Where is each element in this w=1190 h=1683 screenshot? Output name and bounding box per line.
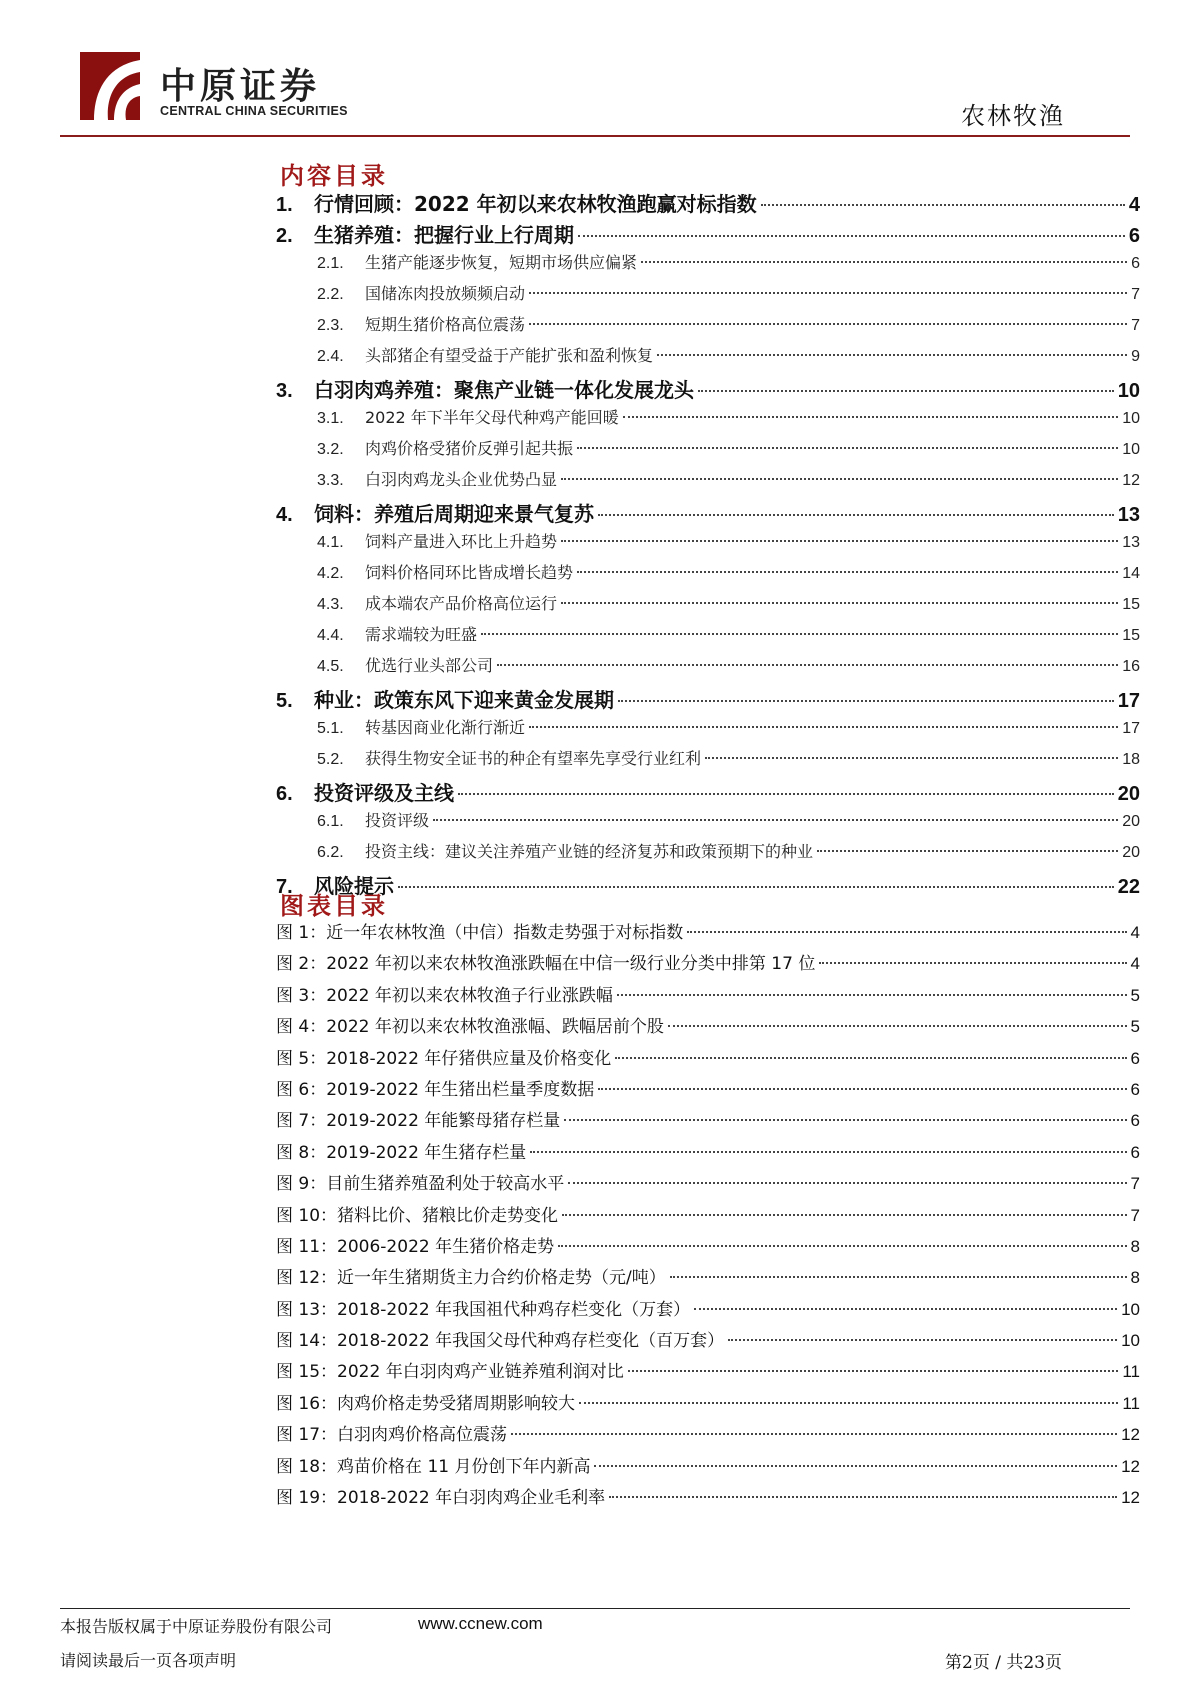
figures-title: 图表目录 <box>280 892 388 920</box>
figure-entry[interactable] <box>276 1420 1140 1451</box>
toc-page-number: 7 <box>1131 317 1140 334</box>
toc-dot-leader <box>598 1088 1126 1090</box>
toc-subsection-title: 转基因商业化渐行渐近 <box>365 718 526 737</box>
toc-section-title: 饲料：养殖后周期迎来景气复苏 <box>314 502 594 526</box>
toc-page-number: 20 <box>1117 783 1140 805</box>
toc-subsection[interactable] <box>276 746 1140 777</box>
figure-page-number: 6 <box>1130 1142 1140 1162</box>
figure-entry[interactable] <box>276 1044 1140 1075</box>
toc-dot-leader <box>618 700 1114 702</box>
toc-subsection[interactable] <box>276 591 1140 622</box>
figure-page-number: 10 <box>1121 1331 1140 1351</box>
disclaimer-note: 请阅读最后一页各项声明 <box>60 1651 237 1670</box>
figure-entry[interactable] <box>276 1232 1140 1263</box>
toc-subsection[interactable] <box>276 250 1140 281</box>
contents-list <box>276 188 1140 901</box>
toc-subsection-number: 3.1. <box>317 410 344 427</box>
toc-subsection-number: 2.2. <box>317 286 344 303</box>
toc-dot-leader <box>562 1214 1126 1216</box>
contents-title: 内容目录 <box>280 162 388 190</box>
figure-page-number: 7 <box>1130 1205 1140 1225</box>
figure-page-number: 12 <box>1121 1456 1140 1476</box>
toc-subsection-number: 4.5. <box>317 658 344 675</box>
figure-label: 图 4：2022 年初以来农林牧渔涨幅、跌幅居前个股 <box>276 1017 664 1038</box>
figure-page-number: 10 <box>1121 1299 1140 1319</box>
figure-label: 图 15：2022 年白羽肉鸡产业链养殖利润对比 <box>276 1362 624 1383</box>
figure-label: 图 12：近一年生猪期货主力合约价格走势（元/吨） <box>276 1268 666 1289</box>
toc-dot-leader <box>481 633 1118 635</box>
toc-dot-leader <box>728 1339 1117 1341</box>
figure-page-number: 6 <box>1130 1048 1140 1068</box>
toc-page-number: 16 <box>1122 658 1140 675</box>
figure-page-number: 8 <box>1130 1268 1140 1288</box>
toc-page-number: 18 <box>1122 751 1140 768</box>
toc-subsection[interactable] <box>276 343 1140 374</box>
toc-subsection-number: 4.2. <box>317 565 344 582</box>
toc-dot-leader <box>628 1370 1119 1372</box>
toc-dot-leader <box>529 726 1118 728</box>
toc-subsection[interactable] <box>276 405 1140 436</box>
toc-dot-leader <box>529 323 1127 325</box>
figure-label: 图 9：目前生猪养殖盈利处于较高水平 <box>276 1174 565 1195</box>
toc-page-number: 10 <box>1117 380 1140 402</box>
toc-subsection[interactable] <box>276 436 1140 467</box>
figure-entry[interactable] <box>276 1263 1140 1294</box>
toc-subsection-number: 4.3. <box>317 596 344 613</box>
figure-entry[interactable] <box>276 981 1140 1012</box>
figure-label: 图 3：2022 年初以来农林牧渔子行业涨跌幅 <box>276 985 613 1006</box>
toc-subsection-number: 5.1. <box>317 720 344 737</box>
figures-list <box>276 918 1140 1514</box>
figure-page-number: 4 <box>1130 954 1140 974</box>
toc-subsection-title: 饲料产量进入环比上升趋势 <box>365 532 558 551</box>
toc-dot-leader <box>529 292 1127 294</box>
toc-section[interactable] <box>276 219 1140 250</box>
toc-dot-leader <box>609 1496 1117 1498</box>
toc-subsection[interactable] <box>276 715 1140 746</box>
toc-dot-leader <box>617 994 1127 996</box>
toc-subsection-title: 投资评级 <box>365 811 430 830</box>
toc-dot-leader <box>577 447 1118 449</box>
figure-entry[interactable] <box>276 949 1140 980</box>
toc-dot-leader <box>530 1151 1126 1153</box>
figure-label: 图 7：2019-2022 年能繁母猪存栏量 <box>276 1111 561 1132</box>
toc-page-number: 14 <box>1122 565 1140 582</box>
toc-dot-leader <box>641 261 1127 263</box>
toc-dot-leader <box>578 235 1125 237</box>
toc-section[interactable] <box>276 188 1140 219</box>
figure-page-number: 12 <box>1121 1488 1140 1508</box>
toc-dot-leader <box>558 1245 1126 1247</box>
figure-entry[interactable] <box>276 1326 1140 1357</box>
toc-section-number: 3. <box>276 380 293 402</box>
toc-section-number: 5. <box>276 690 293 712</box>
toc-dot-leader <box>817 850 1118 852</box>
toc-subsection-number: 5.2. <box>317 751 344 768</box>
toc-section[interactable] <box>276 374 1140 405</box>
toc-page-number: 4 <box>1128 194 1140 216</box>
figure-label: 图 17：白羽肉鸡价格高位震荡 <box>276 1425 508 1446</box>
toc-page-number: 10 <box>1122 410 1140 427</box>
toc-page-number: 13 <box>1117 504 1140 526</box>
toc-page-number: 6 <box>1128 225 1140 247</box>
figure-label: 图 16：肉鸡价格走势受猪周期影响较大 <box>276 1393 576 1414</box>
toc-page-number: 12 <box>1122 472 1140 489</box>
toc-subsection[interactable] <box>276 467 1140 498</box>
figure-page-number: 5 <box>1130 985 1140 1005</box>
toc-dot-leader <box>819 962 1126 964</box>
figure-entry[interactable] <box>276 918 1140 949</box>
toc-page-number: 22 <box>1117 876 1140 898</box>
toc-subsection-title: 获得生物安全证书的种企有望率先享受行业红利 <box>365 749 702 768</box>
toc-dot-leader <box>698 390 1114 392</box>
toc-subsection-number: 6.1. <box>317 813 344 830</box>
toc-subsection[interactable] <box>276 808 1140 839</box>
toc-dot-leader <box>694 1308 1117 1310</box>
toc-subsection-number: 4.1. <box>317 534 344 551</box>
toc-subsection-title: 优选行业头部公司 <box>365 656 494 675</box>
figure-label: 图 10：猪料比价、猪粮比价走势变化 <box>276 1205 559 1226</box>
toc-dot-leader <box>561 540 1118 542</box>
toc-dot-leader <box>598 514 1114 516</box>
toc-subsection[interactable] <box>276 653 1140 684</box>
toc-page-number: 7 <box>1131 286 1140 303</box>
company-logo-icon <box>80 52 140 120</box>
toc-dot-leader <box>511 1433 1117 1435</box>
footer-divider <box>60 1608 1130 1609</box>
figure-label: 图 18：鸡苗价格在 11 月份创下年内新高 <box>276 1456 591 1477</box>
figure-entry[interactable] <box>276 1389 1140 1420</box>
figure-entry[interactable] <box>276 1106 1140 1137</box>
toc-section-title: 生猪养殖：把握行业上行周期 <box>314 223 574 247</box>
brand-name-en: CENTRAL CHINA SECURITIES <box>160 104 348 118</box>
toc-subsection-number: 3.3. <box>317 472 344 489</box>
figure-entry[interactable] <box>276 1452 1140 1483</box>
toc-page-number: 17 <box>1117 690 1140 712</box>
toc-page-number: 13 <box>1122 534 1140 551</box>
toc-section[interactable] <box>276 498 1140 529</box>
toc-page-number: 17 <box>1122 720 1140 737</box>
toc-dot-leader <box>561 602 1118 604</box>
figure-label: 图 2：2022 年初以来农林牧渔涨跌幅在中信一级行业分类中排第 17 位 <box>276 954 816 975</box>
toc-subsection-title: 白羽肉鸡龙头企业优势凸显 <box>365 470 558 489</box>
figure-label: 图 14：2018-2022 年我国父母代种鸡存栏变化（百万套） <box>276 1331 725 1352</box>
figure-label: 图 8：2019-2022 年生猪存栏量 <box>276 1142 527 1163</box>
toc-section[interactable] <box>276 870 1140 901</box>
toc-dot-leader <box>577 571 1118 573</box>
figure-label: 图 11：2006-2022 年生猪价格走势 <box>276 1236 555 1257</box>
toc-subsection-title: 短期生猪价格高位震荡 <box>365 315 526 334</box>
toc-section[interactable] <box>276 777 1140 808</box>
figure-page-number: 5 <box>1130 1017 1140 1037</box>
toc-section-title: 种业：政策东风下迎来黄金发展期 <box>314 688 614 712</box>
toc-subsection[interactable] <box>276 839 1140 870</box>
toc-dot-leader <box>561 478 1118 480</box>
figure-page-number: 11 <box>1122 1362 1140 1382</box>
page-indicator: 第2页 / 共23页 <box>945 1653 1062 1673</box>
toc-page-number: 20 <box>1122 813 1140 830</box>
toc-section[interactable] <box>276 684 1140 715</box>
toc-section-number: 2. <box>276 225 293 247</box>
toc-dot-leader <box>458 793 1114 795</box>
toc-subsection-number: 2.3. <box>317 317 344 334</box>
toc-subsection-number: 4.4. <box>317 627 344 644</box>
toc-subsection[interactable] <box>276 622 1140 653</box>
copyright-notice: 本报告版权属于中原证券股份有限公司 <box>60 1617 333 1636</box>
toc-dot-leader <box>687 931 1126 933</box>
figure-entry[interactable] <box>276 1012 1140 1043</box>
toc-dot-leader <box>433 819 1118 821</box>
toc-section-title: 行情回顾：2022 年初以来农林牧渔跑赢对标指数 <box>314 192 757 216</box>
figure-entry[interactable] <box>276 1201 1140 1232</box>
report-sector: 农林牧渔 <box>961 102 1065 130</box>
toc-dot-leader <box>623 416 1118 418</box>
toc-subsection-number: 2.4. <box>317 348 344 365</box>
figure-entry[interactable] <box>276 1138 1140 1169</box>
toc-dot-leader <box>398 886 1114 888</box>
toc-section-number: 6. <box>276 783 293 805</box>
toc-subsection-number: 2.1. <box>317 255 344 272</box>
header-divider <box>60 135 1130 137</box>
toc-dot-leader <box>497 664 1118 666</box>
toc-subsection-title: 需求端较为旺盛 <box>365 625 478 644</box>
toc-dot-leader <box>564 1119 1126 1121</box>
figure-page-number: 7 <box>1130 1174 1140 1194</box>
toc-dot-leader <box>579 1402 1118 1404</box>
toc-section-title: 投资评级及主线 <box>314 781 454 805</box>
toc-page-number: 10 <box>1122 441 1140 458</box>
figure-label: 图 13：2018-2022 年我国祖代种鸡存栏变化（万套） <box>276 1299 691 1320</box>
toc-dot-leader <box>705 757 1118 759</box>
figure-page-number: 8 <box>1130 1236 1140 1256</box>
toc-section-number: 1. <box>276 194 293 216</box>
figure-label: 图 5：2018-2022 年仔猪供应量及价格变化 <box>276 1048 612 1069</box>
figure-entry[interactable] <box>276 1075 1140 1106</box>
toc-subsection[interactable] <box>276 560 1140 591</box>
figure-label: 图 6：2019-2022 年生猪出栏量季度数据 <box>276 1079 595 1100</box>
toc-page-number: 15 <box>1122 627 1140 644</box>
website-link[interactable]: www.ccnew.com <box>418 1614 543 1633</box>
toc-dot-leader <box>670 1276 1127 1278</box>
toc-subsection-title: 头部猪企有望受益于产能扩张和盈利恢复 <box>365 346 654 365</box>
toc-subsection[interactable] <box>276 529 1140 560</box>
toc-subsection-number: 3.2. <box>317 441 344 458</box>
toc-subsection-title: 国储冻肉投放频频启动 <box>365 284 526 303</box>
figure-entry[interactable] <box>276 1483 1140 1514</box>
toc-section-title: 风险提示 <box>314 874 394 898</box>
figure-page-number: 11 <box>1122 1393 1140 1413</box>
toc-section-number: 4. <box>276 504 293 526</box>
figure-page-number: 6 <box>1130 1111 1140 1131</box>
toc-dot-leader <box>615 1057 1126 1059</box>
toc-subsection[interactable] <box>276 312 1140 343</box>
figure-entry[interactable] <box>276 1357 1140 1388</box>
figure-page-number: 6 <box>1130 1079 1140 1099</box>
figure-entry[interactable] <box>276 1295 1140 1326</box>
toc-subsection-title: 生猪产能逐步恢复，短期市场供应偏紧 <box>365 253 638 272</box>
toc-subsection-title: 2022 年下半年父母代种鸡产能回暖 <box>365 408 619 427</box>
toc-dot-leader <box>568 1182 1126 1184</box>
figure-label: 图 1：近一年农林牧渔（中信）指数走势强于对标指数 <box>276 923 684 943</box>
toc-subsection-number: 6.2. <box>317 844 344 861</box>
toc-subsection[interactable] <box>276 281 1140 312</box>
toc-subsection-title: 饲料价格同环比皆成增长趋势 <box>365 563 574 582</box>
toc-page-number: 15 <box>1122 596 1140 613</box>
toc-subsection-title: 肉鸡价格受猪价反弹引起共振 <box>365 439 574 458</box>
figure-page-number: 12 <box>1121 1425 1140 1445</box>
toc-subsection-title: 成本端农产品价格高位运行 <box>365 594 558 613</box>
toc-page-number: 9 <box>1131 348 1140 365</box>
figure-entry[interactable] <box>276 1169 1140 1200</box>
figure-label: 图 19：2018-2022 年白羽肉鸡企业毛利率 <box>276 1488 606 1509</box>
toc-page-number: 20 <box>1122 844 1140 861</box>
toc-section-number: 7. <box>276 876 293 898</box>
toc-dot-leader <box>657 354 1127 356</box>
toc-dot-leader <box>668 1025 1127 1027</box>
figure-page-number: 4 <box>1130 923 1140 942</box>
brand-name-cn: 中原证券 <box>160 66 321 107</box>
toc-dot-leader <box>761 204 1125 206</box>
toc-subsection-title: 投资主线：建议关注养殖产业链的经济复苏和政策预期下的种业 <box>365 842 814 861</box>
toc-section-title: 白羽肉鸡养殖：聚焦产业链一体化发展龙头 <box>314 378 694 402</box>
toc-page-number: 6 <box>1131 255 1140 272</box>
toc-dot-leader <box>594 1465 1117 1467</box>
